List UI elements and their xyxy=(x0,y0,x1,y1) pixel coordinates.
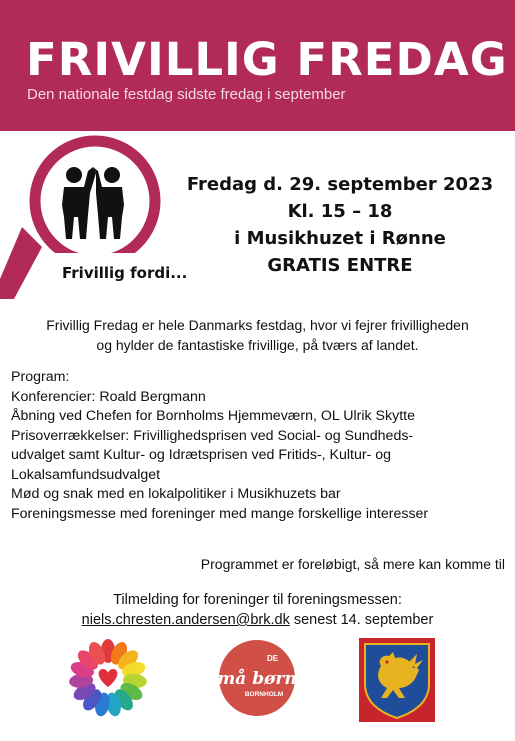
magnifier-ring-icon xyxy=(35,141,155,261)
signup-deadline: senest 14. september xyxy=(289,612,434,628)
header-banner xyxy=(0,0,515,131)
badge-main-text: små børns xyxy=(207,669,307,689)
program-line: Lokalsamfundsudvalget xyxy=(11,466,161,483)
rainbow-heart-logo xyxy=(68,638,148,718)
event-details xyxy=(180,171,500,279)
program-line: Åbning ved Chefen for Bornholms Hjemmeværn, OL Ulrik Skytte xyxy=(11,408,415,424)
program-line: Foreningsmesse med foreninger med mange forskellige interesser xyxy=(11,505,429,522)
program-section xyxy=(11,368,506,524)
signup-email-link[interactable]: niels.chresten.andersen@brk.dk xyxy=(81,612,290,628)
intro-text xyxy=(10,315,505,355)
event-time: Kl. 15 – 18 xyxy=(287,201,393,222)
de-smaa-boerns-logo xyxy=(207,636,307,720)
signup-section xyxy=(0,590,515,630)
program-line: Mød og snak med en lokalpolitiker i Musikhuzets bar xyxy=(11,486,341,502)
event-price: GRATIS ENTRE xyxy=(267,255,413,276)
badge-top-text: DE xyxy=(267,654,279,663)
event-place: i Musikhuzet i Rønne xyxy=(234,228,446,249)
banner-subtitle: Den nationale festdag sidste fredag i september xyxy=(27,86,346,103)
magnifier-handle-icon xyxy=(0,227,42,299)
program-line: Prisoverrækkelser: Frivillighedsprisen ved Social- og Sundheds- xyxy=(11,427,414,444)
banner-title: FRIVILLIG FREDAG xyxy=(26,33,508,86)
signup-text: Tilmelding for foreninger til foreningsmessen: xyxy=(113,592,402,608)
intro-line: Frivillig Fredag er hele Danmarks festdag, hvor vi fejrer frivilligheden xyxy=(46,317,469,333)
program-heading: Program: xyxy=(11,369,70,385)
bornholm-coat-of-arms-icon xyxy=(357,636,437,724)
program-line: Konferencier: Roald Bergmann xyxy=(11,388,206,405)
badge-bottom-text: BORNHOLM xyxy=(244,691,284,698)
event-date: Fredag d. 29. september 2023 xyxy=(186,174,494,195)
program-line: udvalget samt Kultur- og Idrætsprisen ved Fritids-, Kultur- og xyxy=(11,447,392,463)
logo-caption: Frivillig fordi... xyxy=(62,264,188,282)
program-note: Programmet er foreløbigt, så mere kan komme til xyxy=(200,556,505,572)
intro-line: og hylder de fantastiske frivillige, på tværs af landet. xyxy=(96,337,419,353)
